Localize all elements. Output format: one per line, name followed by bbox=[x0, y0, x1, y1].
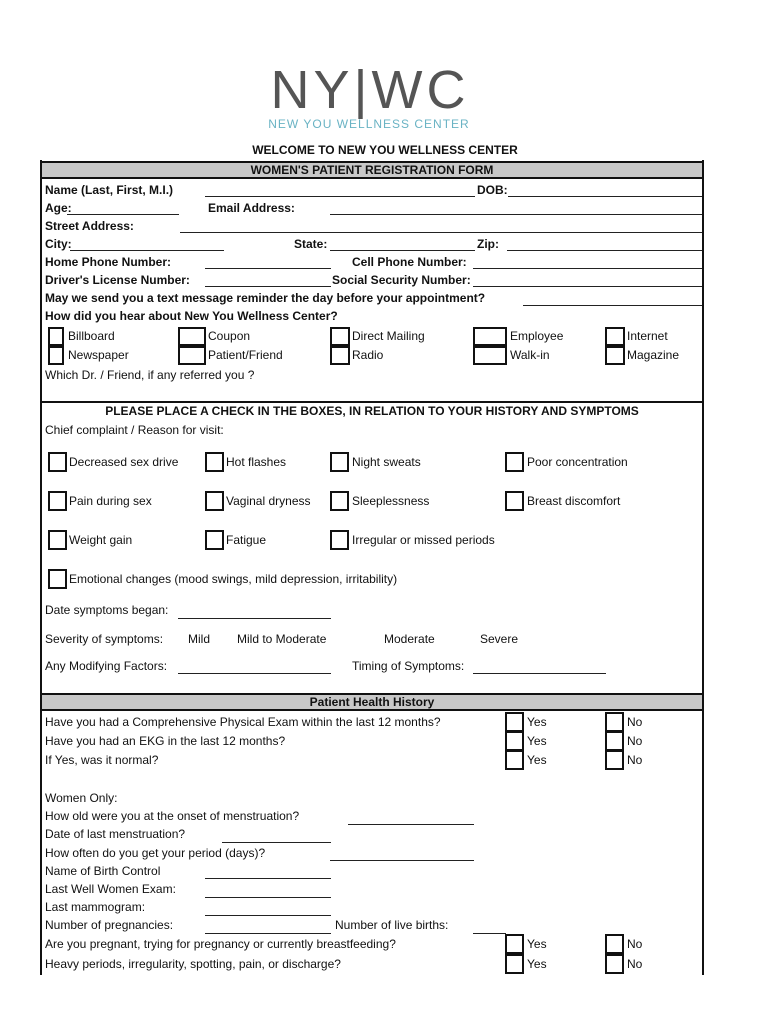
severity-severe[interactable]: Severe bbox=[480, 632, 519, 646]
pregnant-yes-checkbox[interactable] bbox=[505, 934, 524, 954]
live-births-question: Number of live births: bbox=[335, 918, 449, 932]
heavy-no-label: No bbox=[627, 957, 643, 971]
pregnant-question: Are you pregnant, trying for pregnancy or currently breastfeeding? bbox=[45, 937, 396, 951]
severity-mild-to-moderate[interactable]: Mild to Moderate bbox=[237, 632, 327, 646]
state-label: State: bbox=[294, 237, 328, 251]
coupon-checkbox[interactable] bbox=[178, 327, 206, 346]
pregnancies-field[interactable] bbox=[205, 933, 331, 934]
referred-by-label: Which Dr. / Friend, if any referred you ? bbox=[45, 368, 255, 382]
irregular-periods-label: Irregular or missed periods bbox=[352, 533, 495, 547]
modifying-factors-field[interactable] bbox=[178, 673, 331, 674]
radio-label: Radio bbox=[352, 348, 384, 362]
irregular-periods-checkbox[interactable] bbox=[330, 530, 349, 550]
walk-in-label: Walk-in bbox=[510, 348, 550, 362]
radio-checkbox[interactable] bbox=[330, 346, 350, 365]
magazine-checkbox[interactable] bbox=[605, 346, 625, 365]
pain-during-sex-checkbox[interactable] bbox=[48, 491, 67, 511]
name-label: Name (Last, First, M.I.) bbox=[45, 183, 174, 197]
dob-label: DOB: bbox=[477, 183, 508, 197]
severity-label: Severity of symptoms: bbox=[45, 632, 164, 646]
city-field[interactable] bbox=[70, 250, 224, 251]
hot-flashes-label: Hot flashes bbox=[226, 455, 287, 469]
poor-concentration-checkbox[interactable] bbox=[505, 452, 524, 472]
sleeplessness-checkbox[interactable] bbox=[330, 491, 349, 511]
normal-no-label: No bbox=[627, 753, 643, 767]
period-frequency-question: How often do you get your period (days)? bbox=[45, 846, 266, 860]
pregnant-no-checkbox[interactable] bbox=[605, 934, 624, 954]
weight-gain-checkbox[interactable] bbox=[48, 530, 67, 550]
heavy-yes-label: Yes bbox=[527, 957, 547, 971]
mammogram-field[interactable] bbox=[205, 915, 331, 916]
emotional-changes-checkbox[interactable] bbox=[48, 569, 67, 589]
decreased-sex-drive-checkbox[interactable] bbox=[48, 452, 67, 472]
severity-moderate[interactable]: Moderate bbox=[384, 632, 435, 646]
cell-phone-label: Cell Phone Number: bbox=[352, 255, 467, 269]
logo-wordmark: NY|WC bbox=[270, 60, 470, 120]
pregnant-no-label: No bbox=[627, 937, 643, 951]
period-frequency-field[interactable] bbox=[330, 860, 474, 861]
email-label: Email Address: bbox=[208, 201, 295, 215]
last-menstruation-question: Date of last menstruation? bbox=[45, 827, 186, 841]
employee-checkbox[interactable] bbox=[473, 327, 507, 346]
night-sweats-checkbox[interactable] bbox=[330, 452, 349, 472]
state-field[interactable] bbox=[330, 250, 475, 251]
vaginal-dryness-checkbox[interactable] bbox=[205, 491, 224, 511]
newspaper-checkbox[interactable] bbox=[48, 346, 64, 365]
logo-tagline: NEW YOU WELLNESS CENTER bbox=[268, 117, 470, 131]
ssn-field[interactable] bbox=[473, 286, 702, 287]
sleeplessness-label: Sleeplessness bbox=[352, 494, 430, 508]
severity-mild[interactable]: Mild bbox=[188, 632, 211, 646]
employee-label: Employee bbox=[510, 329, 564, 343]
fatigue-checkbox[interactable] bbox=[205, 530, 224, 550]
well-women-exam-field[interactable] bbox=[205, 897, 331, 898]
email-field[interactable] bbox=[330, 214, 702, 215]
breast-discomfort-label: Breast discomfort bbox=[527, 494, 621, 508]
form-right-border bbox=[702, 160, 704, 975]
date-began-label: Date symptoms began: bbox=[45, 603, 169, 617]
section-divider bbox=[40, 401, 704, 403]
city-label: City: bbox=[45, 237, 72, 251]
breast-discomfort-checkbox[interactable] bbox=[505, 491, 524, 511]
physical-no-checkbox[interactable] bbox=[605, 712, 624, 732]
pain-during-sex-label: Pain during sex bbox=[69, 494, 152, 508]
internet-checkbox[interactable] bbox=[605, 327, 625, 346]
chief-complaint-label: Chief complaint / Reason for visit: bbox=[45, 423, 224, 437]
live-births-field[interactable] bbox=[473, 933, 506, 934]
ekg-no-checkbox[interactable] bbox=[605, 731, 624, 751]
onset-field[interactable] bbox=[348, 824, 474, 825]
symptoms-header: PLEASE PLACE A CHECK IN THE BOXES, IN RELATION TO YOUR HISTORY AND SYMPTOMS bbox=[105, 404, 639, 418]
zip-label: Zip: bbox=[477, 237, 499, 251]
timing-field[interactable] bbox=[473, 673, 606, 674]
last-menstruation-field[interactable] bbox=[222, 842, 331, 843]
ekg-normal-question: If Yes, was it normal? bbox=[45, 753, 159, 767]
physical-yes-label: Yes bbox=[527, 715, 547, 729]
normal-yes-checkbox[interactable] bbox=[505, 750, 524, 770]
zip-field[interactable] bbox=[507, 250, 702, 251]
birth-control-field[interactable] bbox=[205, 878, 331, 879]
home-phone-label: Home Phone Number: bbox=[45, 255, 172, 269]
walk-in-checkbox[interactable] bbox=[473, 346, 507, 365]
well-women-exam-question: Last Well Women Exam: bbox=[45, 882, 176, 896]
ekg-question: Have you had an EKG in the last 12 months? bbox=[45, 734, 286, 748]
poor-concentration-label: Poor concentration bbox=[527, 455, 628, 469]
modifying-factors-label: Any Modifying Factors: bbox=[45, 659, 168, 673]
ssn-label: Social Security Number: bbox=[332, 273, 471, 287]
women-only-label: Women Only: bbox=[45, 791, 118, 805]
physical-yes-checkbox[interactable] bbox=[505, 712, 524, 732]
ekg-yes-checkbox[interactable] bbox=[505, 731, 524, 751]
newspaper-label: Newspaper bbox=[68, 348, 129, 362]
heavy-periods-question: Heavy periods, irregularity, spotting, pain, or discharge? bbox=[45, 957, 341, 971]
birth-control-question: Name of Birth Control bbox=[45, 864, 161, 878]
fatigue-label: Fatigue bbox=[226, 533, 267, 547]
vaginal-dryness-label: Vaginal dryness bbox=[226, 494, 311, 508]
age-label: Age: bbox=[45, 201, 72, 215]
patient-friend-checkbox[interactable] bbox=[178, 346, 206, 365]
patient-friend-label: Patient/Friend bbox=[208, 348, 283, 362]
direct-mailing-checkbox[interactable] bbox=[330, 327, 350, 346]
onset-question: How old were you at the onset of menstruation? bbox=[45, 809, 300, 823]
magazine-label: Magazine bbox=[627, 348, 680, 362]
billboard-label: Billboard bbox=[68, 329, 115, 343]
normal-yes-label: Yes bbox=[527, 753, 547, 767]
dob-field[interactable] bbox=[508, 196, 702, 197]
hear-about-label: How did you hear about New You Wellness Center? bbox=[45, 309, 338, 323]
normal-no-checkbox[interactable] bbox=[605, 750, 624, 770]
decreased-sex-drive-label: Decreased sex drive bbox=[69, 455, 179, 469]
weight-gain-label: Weight gain bbox=[69, 533, 133, 547]
internet-label: Internet bbox=[627, 329, 668, 343]
license-field[interactable] bbox=[205, 286, 331, 287]
night-sweats-label: Night sweats bbox=[352, 455, 421, 469]
street-label: Street Address: bbox=[45, 219, 134, 233]
date-began-field[interactable] bbox=[178, 618, 331, 619]
ekg-no-label: No bbox=[627, 734, 643, 748]
pregnancies-question: Number of pregnancies: bbox=[45, 918, 174, 932]
mammogram-question: Last mammogram: bbox=[45, 900, 146, 914]
hot-flashes-checkbox[interactable] bbox=[205, 452, 224, 472]
direct-mailing-label: Direct Mailing bbox=[352, 329, 425, 343]
cell-phone-field[interactable] bbox=[473, 268, 702, 269]
heavy-yes-checkbox[interactable] bbox=[505, 954, 524, 974]
license-label: Driver's License Number: bbox=[45, 273, 190, 287]
heavy-no-checkbox[interactable] bbox=[605, 954, 624, 974]
billboard-checkbox[interactable] bbox=[48, 327, 64, 346]
pregnant-yes-label: Yes bbox=[527, 937, 547, 951]
history-header: Patient Health History bbox=[40, 693, 704, 711]
emotional-changes-label: Emotional changes (mood swings, mild depression, irritability) bbox=[69, 572, 398, 586]
age-field[interactable] bbox=[67, 214, 179, 215]
text-reminder-label: May we send you a text message reminder the day before your appointment? bbox=[45, 291, 486, 305]
page-title: WELCOME TO NEW YOU WELLNESS CENTER bbox=[252, 143, 518, 157]
physical-exam-question: Have you had a Comprehensive Physical Exam within the last 12 months? bbox=[45, 715, 441, 729]
physical-no-label: No bbox=[627, 715, 643, 729]
home-phone-field[interactable] bbox=[205, 268, 331, 269]
name-field[interactable] bbox=[205, 196, 475, 197]
timing-label: Timing of Symptoms: bbox=[352, 659, 465, 673]
text-reminder-field[interactable] bbox=[523, 305, 702, 306]
form-left-border bbox=[40, 160, 42, 975]
street-field[interactable] bbox=[180, 232, 702, 233]
coupon-label: Coupon bbox=[208, 329, 251, 343]
registration-header: WOMEN'S PATIENT REGISTRATION FORM bbox=[40, 161, 704, 179]
ekg-yes-label: Yes bbox=[527, 734, 547, 748]
